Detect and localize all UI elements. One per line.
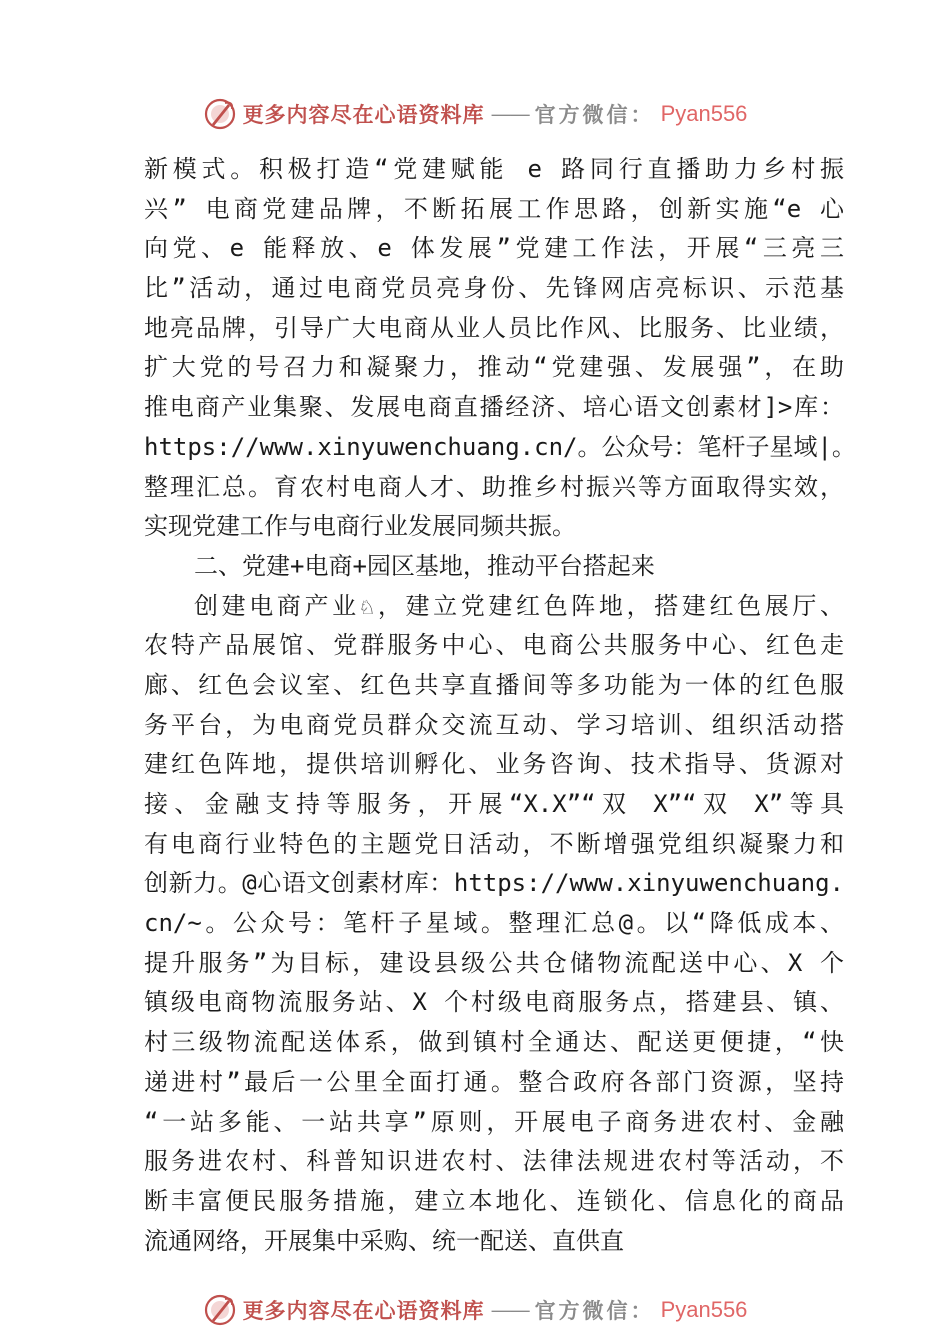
- body-line: 断丰富便民服务措施，建立本地化、连锁化、信息化的商品: [144, 1186, 844, 1215]
- body-line: 实现党建工作与电商行业发展同频共振。: [144, 512, 576, 541]
- quill-seal-icon: [203, 1293, 237, 1327]
- body-line: 流通网络，开展集中采购、统一配送、直供直: [144, 1226, 624, 1255]
- banner-dash: ——: [490, 1298, 529, 1322]
- body-line: 向党、e 能释放、e 体发展”党建工作法，开展“三亮三: [144, 234, 844, 263]
- quill-seal-icon: [203, 97, 237, 131]
- body-line: 推电商产业集聚、发展电商直播经济、培心语文创素材]>库：: [144, 393, 844, 422]
- wechat-id: Pyan556: [660, 1297, 748, 1322]
- wechat-id: Pyan556: [660, 101, 748, 126]
- body-line: 创建电商产业♘，建立党建红色阵地，搭建红色展厅、: [194, 591, 844, 620]
- body-line: 廊、红色会议室、红色共享直播间等多功能为一体的红色服: [144, 670, 844, 699]
- body-line: 农特产品展馆、党群服务中心、电商公共服务中心、红色走: [144, 631, 844, 660]
- body-line: 兴” 电商党建品牌，不断拓展工作思路，创新实施“e 心: [144, 194, 844, 223]
- footer-banner: [0, 1288, 950, 1332]
- header-banner: [0, 92, 950, 136]
- body-line: “一站多能、一站共享”原则，开展电子商务进农村、金融: [144, 1107, 844, 1136]
- body-line: 比”活动，通过电商党员亮身份、先锋网店亮标识、示范基: [144, 274, 844, 303]
- body-line: 递进村”最后一公里全面打通。整合政府各部门资源，坚持: [144, 1067, 844, 1096]
- body-line: 地亮品牌，引导广大电商从业人员比作风、比服务、比业绩，: [144, 313, 844, 342]
- promo-text: 更多内容尽在心语资料库: [242, 102, 485, 127]
- body-line: 新模式。积极打造“党建赋能 e 路同行直播助力乡村振: [144, 155, 844, 183]
- body-line: 镇级电商物流服务站、X 个村级电商服务点，搭建县、镇、: [144, 988, 844, 1017]
- body-line: 建红色阵地，提供培训孵化、业务咨询、技术指导、货源对: [144, 750, 844, 779]
- body-line: https://www.xinyuwenchuang.cn/。公众号：笔杆子星域|。: [144, 432, 856, 461]
- banner-dash: ——: [490, 102, 529, 126]
- body-line: 扩大党的号召力和凝聚力，推动“党建强、发展强”，在助: [144, 353, 844, 382]
- body-line: 整理汇总。育农村电商人才、助推乡村振兴等方面取得实效，: [144, 472, 844, 501]
- promo-text: 更多内容尽在心语资料库: [242, 1298, 485, 1323]
- document-body: [144, 150, 856, 1261]
- body-line: 服务进农村、科普知识进农村、法律法规进农村等活动，不: [144, 1147, 844, 1176]
- body-line: 务平台，为电商党员群众交流互动、学习培训、组织活动搭: [144, 710, 844, 739]
- body-line: 有电商行业特色的主题党日活动，不断增强党组织凝聚力和: [144, 829, 844, 858]
- body-line: 村三级物流配送体系，做到镇村全通达、配送更便捷，“快: [144, 1028, 844, 1057]
- wechat-label: 官方微信：: [534, 1298, 655, 1323]
- body-line: 提升服务”为目标，建设县级公共仓储物流配送中心、X 个: [144, 948, 844, 977]
- body-line: 接、金融支持等服务，开展“X.X”“双 X”“双 X”等具: [144, 790, 844, 818]
- section-heading: 二、党建+电商+园区基地，推动平台搭起来: [194, 551, 655, 580]
- body-line: 创新力。@心语文创素材库：https://www.xinyuwenchuang.: [144, 869, 844, 898]
- wechat-label: 官方微信：: [534, 102, 655, 127]
- body-line: cn/~。公众号：笔杆子星域。整理汇总@。以“降低成本、: [144, 909, 844, 938]
